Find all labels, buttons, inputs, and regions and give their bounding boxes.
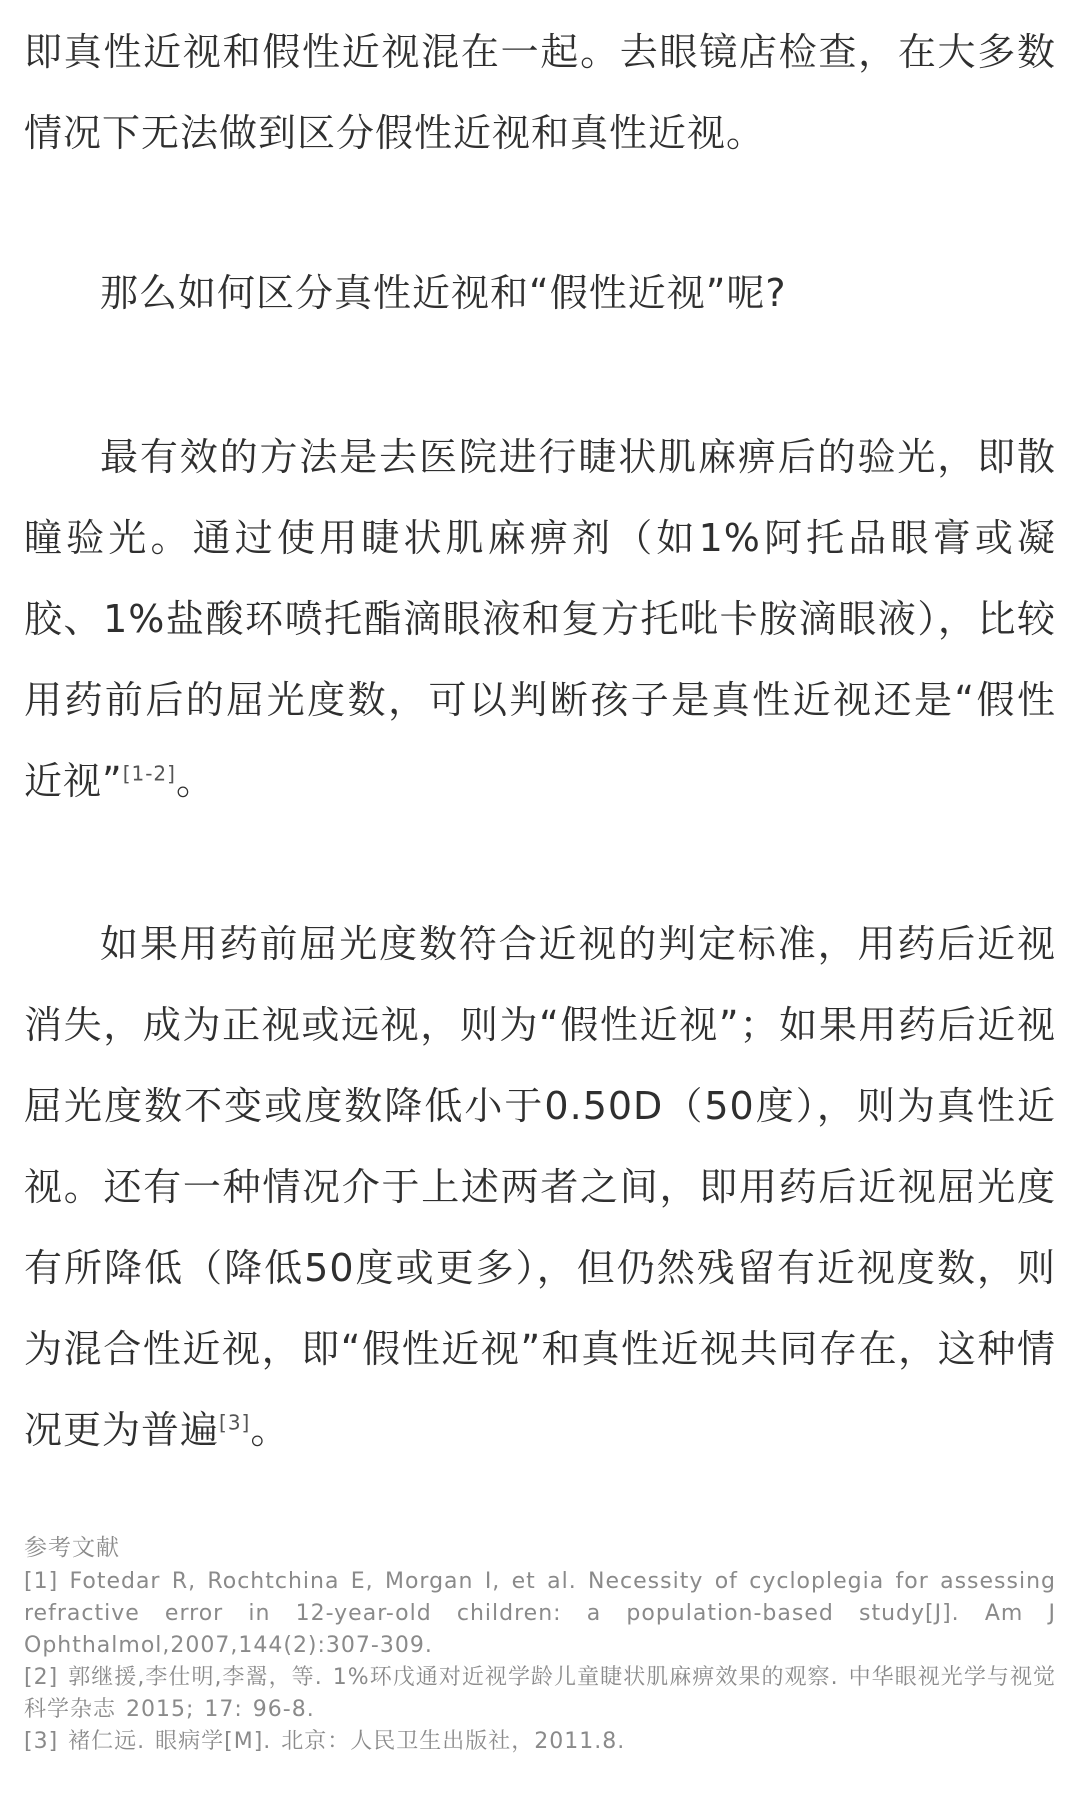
citation-link-3[interactable]: [3] [219, 1410, 251, 1435]
reference-item-1: [1] Fotedar R, Rochtchina E, Morgan I, et al. Necessity of cycloplegia for assessing refractive error in 12-year-old children: a population-based study[J]. Am J Ophthalmol,2007,144(2):307-309. [24, 1569, 1056, 1658]
reference-item-3: [3] 褚仁远. 眼病学[M]. 北京：人民卫生出版社，2011.8. [24, 1729, 626, 1754]
paragraph-method-end: 。 [175, 759, 215, 803]
paragraph-method [24, 417, 1056, 822]
paragraph-question: 那么如何区分真性近视和“假性近视”呢? [100, 271, 787, 315]
paragraph-criteria [24, 904, 1056, 1471]
citation-link-1-2[interactable]: [1-2] [122, 761, 176, 786]
paragraph-criteria-text: 如果用药前屈光度数符合近视的判定标准，用药后近视消失，成为正视或远视，则为“假性近视”；如果用药后近视屈光度数不变或度数降低小于0.50D（50度），则为真性近视。还有一种情况介于上述两者之间，即用药后近视屈光度有所降低（降低50度或更多），但仍然残留有近视度数，则为混合性近视，即“假性近视”和真性近视共同存在，这种情况更为普遍 [24, 922, 1056, 1452]
references-section [24, 1532, 1056, 1758]
paragraph-criteria-end: 。 [250, 1408, 290, 1452]
paragraph-1: 即真性近视和假性近视混在一起。去眼镜店检查，在大多数情况下无法做到区分假性近视和真性近视。 [24, 30, 1056, 155]
paragraph-method-text: 最有效的方法是去医院进行睫状肌麻痹后的验光，即散瞳验光。通过使用睫状肌麻痹剂（如1%阿托品眼膏或凝胶、1%盐酸环喷托酯滴眼液和复方托吡卡胺滴眼液），比较用药前后的屈光度数，可以判断孩子是真性近视还是“假性近视” [24, 435, 1056, 803]
references-title: 参考文献 [24, 1535, 120, 1561]
reference-item-2: [2] 郭继援,李仕明,李翯，等. 1%环戊通对近视学龄儿童睫状肌麻痹效果的观察. 中华眼视光学与视觉科学杂志 2015; 17: 96-8. [24, 1665, 1056, 1722]
